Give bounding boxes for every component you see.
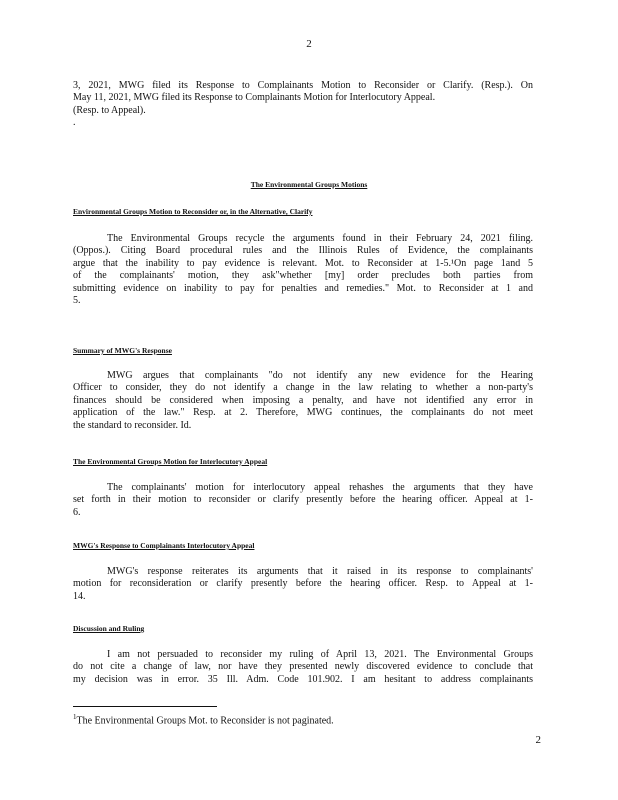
interlocutory-paragraph bbox=[73, 482, 533, 519]
main-line: (Oppos.). Citing Board procedural rules and the Illinois Rules of Evidence, the complainants bbox=[73, 245, 533, 257]
stray-dot: . bbox=[73, 117, 76, 129]
intro-line: May 11, 2021, MWG filed its Response to Complainants Motion for Interlocutory Appeal. bbox=[73, 92, 436, 104]
interlocutory-line: The complainants' motion for interlocutory appeal rehashes the arguments that they have bbox=[107, 482, 533, 493]
discussion-line: my decision was in error. 35 Ill. Adm. Code 101.902. I am hesitant to address complainants bbox=[73, 673, 533, 685]
main-line: argue that the inability to pay evidence is relevant. Mot. to Reconsider at 1-5.¹On page 1and 5 bbox=[73, 257, 533, 269]
discussion-line: do not cite a change of law, nor have they presented newly discovered evidence to conclude that bbox=[73, 661, 533, 673]
summary-line: the standard to reconsider. Id. bbox=[73, 419, 192, 431]
intro-paragraph bbox=[73, 80, 533, 130]
footnote-text: The Environmental Groups Mot. to Reconsider is not paginated. bbox=[76, 715, 334, 727]
main-line: 5. bbox=[73, 295, 81, 307]
main-line: of the complainants' motion, they ask"whether [my] order precludes both parties from bbox=[73, 270, 533, 282]
section-title-discussion: Discussion and Ruling bbox=[73, 624, 145, 633]
discussion-paragraph bbox=[73, 649, 533, 686]
section-title-main: The Environmental Groups Motions bbox=[250, 180, 368, 189]
section-title-summary: Summary of MWG's Response bbox=[73, 346, 172, 355]
section-title-interlocutory: The Environmental Groups Motion for Interlocutory Appeal bbox=[73, 457, 268, 466]
main-line: submitting evidence on inability to pay for penalties and remedies." Mot. to Reconsider at 1 and bbox=[73, 282, 533, 294]
summary-line: application of the law." Resp. at 2. Therefore, MWG continues, the complainants do not meet bbox=[73, 407, 533, 419]
main-paragraph bbox=[73, 233, 533, 307]
summary-line: MWG argues that complainants "do not identify any new evidence for the Hearing bbox=[107, 370, 533, 381]
mwg-response-paragraph bbox=[73, 566, 533, 603]
page-number-bottom: 2 bbox=[535, 734, 541, 746]
footnote-marker: 1 bbox=[73, 713, 77, 721]
main-line: The Environmental Groups recycle the arguments found in their February 24, 2021 filing. bbox=[107, 233, 533, 244]
mwg-response-line: MWG's response reiterates its arguments that it raised in its response to complainants' bbox=[107, 566, 533, 577]
section-title-mwg-response: MWG's Response to Complainants Interlocutory Appeal bbox=[73, 541, 255, 550]
section-subtitle-main: Environmental Groups Motion to Reconsider or, in the Alternative, Clarify bbox=[73, 207, 313, 216]
footnote-rule bbox=[73, 706, 217, 707]
interlocutory-line: set forth in their motion to reconsider or clarify presently before the hearing officer. Appeal at 1- bbox=[73, 494, 533, 506]
intro-line: (Resp. to Appeal). bbox=[73, 104, 146, 116]
interlocutory-line: 6. bbox=[73, 506, 81, 518]
footnote bbox=[73, 713, 334, 726]
summary-line: Officer to consider, they do not identify a change in the law relating to whether a non-party's bbox=[73, 382, 533, 394]
mwg-response-line: motion for reconsideration or clarify presently before the hearing officer. Resp. to Appeal at 1- bbox=[73, 578, 533, 590]
discussion-line: I am not persuaded to reconsider my ruling of April 13, 2021. The Environmental Groups bbox=[107, 649, 533, 660]
summary-paragraph bbox=[73, 370, 533, 432]
page-number-top: 2 bbox=[306, 38, 312, 50]
mwg-response-line: 14. bbox=[73, 590, 86, 602]
summary-line: finances should be considered when imposing a penalty, and have not identified any error in bbox=[73, 394, 533, 406]
intro-line: 3, 2021, MWG filed its Response to Complainants Motion to Reconsider or Clarify. (Resp.). On bbox=[73, 80, 533, 91]
